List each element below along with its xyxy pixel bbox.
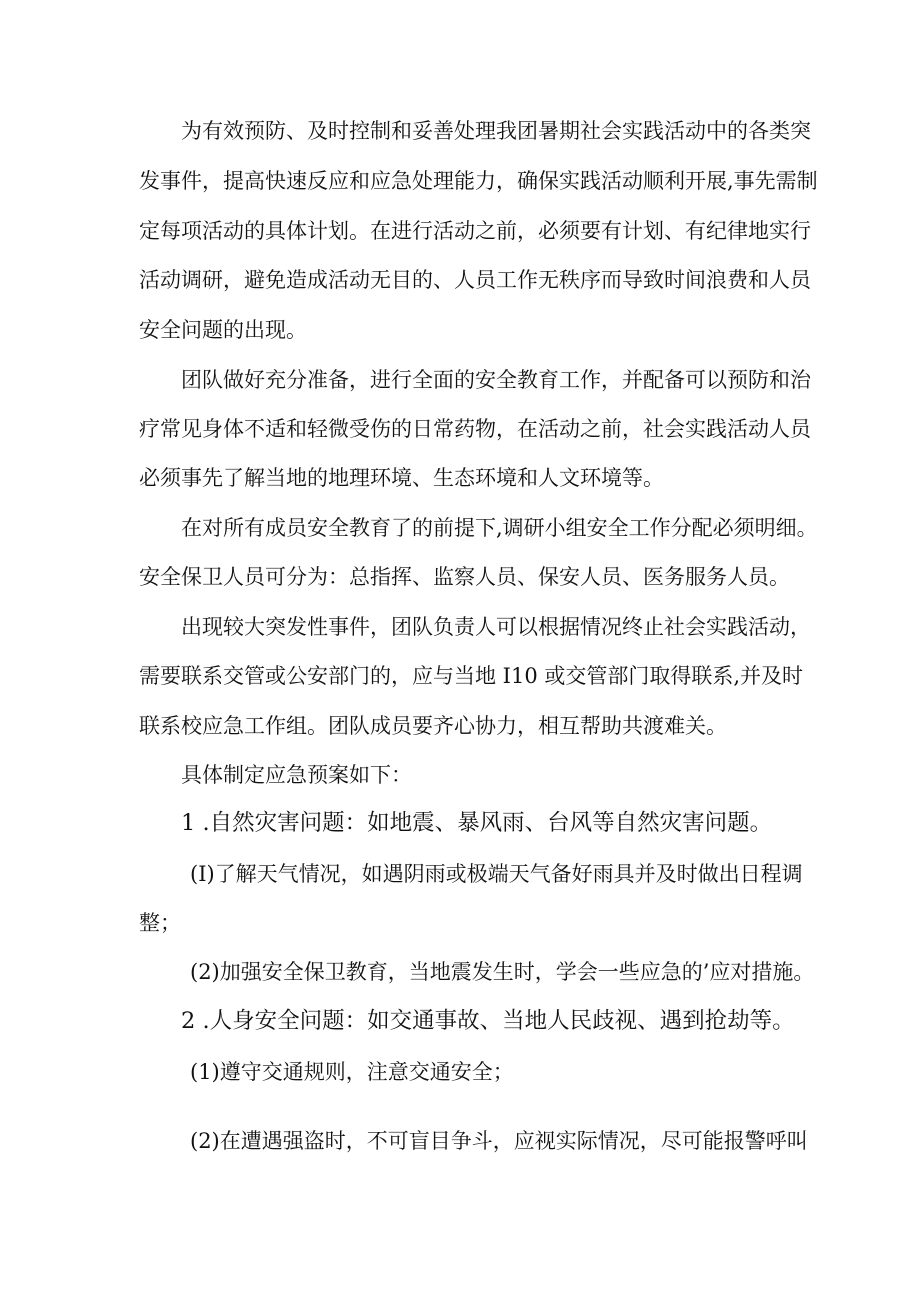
paragraph-intro-line-4: 活动调研，避免造成活动无目的、人员工作无秩序而导致时间浪费和人员 [139,268,811,292]
paragraph-preparation-line-2: 疗常见身体不适和轻微受伤的日常药物，在活动之前，社会实践活动人员 [139,417,811,441]
paragraph-security-line-2: 安全保卫人员可分为：总指挥、监察人员、保安人员、医务服务人员。 [139,565,790,589]
list-item-2-2: (2)在遭遇强盗时，不可盲目争斗，应视实际情况，尽可能报警呼叫 [190,1129,808,1153]
paragraph-intro-line-5: 安全问题的出现。 [139,318,307,342]
paragraph-intro-line-1: 为有效预防、及时控制和妥善处理我团暑期社会实践活动中的各类突 [181,119,811,143]
paragraph-preparation-line-1: 团队做好充分准备，进行全面的安全教育工作，并配备可以预防和治 [181,368,811,392]
paragraph-intro-line-2: 发事件，提高快速反应和应急处理能力，确保实践活动顺利开展,事先需制 [139,169,818,193]
paragraph-emergency-line-1: 出现较大突发性事件，团队负责人可以根据情况终止社会实践活动， [181,615,811,639]
list-item-2: 2 .人身安全问题：如交通事故、当地人民歧视、遇到抢劫等。 [181,1008,795,1034]
paragraph-intro-line-3: 定每项活动的具体计划。在进行活动之前，必须要有计划、有纪律地实行 [139,219,811,243]
list-item-1: 1 .自然灾害问题：如地震、暴风雨、台风等自然灾害问题。 [181,810,773,836]
list-item-1-1-line-1: (I)了解天气情况，如遇阴雨或极端天气备好雨具并及时做出日程调 [190,862,803,886]
paragraph-emergency-line-2: 需要联系交管或公安部门的，应与当地 I10 或交管部门取得联系,并及时 [139,664,804,688]
list-item-1-2: (2)加强安全保卫教育，当地震发生时，学会一些应急的’应对措施。 [190,960,815,984]
plan-intro-line: 具体制定应急预案如下： [181,763,412,787]
paragraph-emergency-line-3: 联系校应急工作组。团队成员要齐心协力，相互帮助共渡难关。 [139,714,727,738]
list-item-1-1-line-2: 整； [139,911,181,935]
list-item-2-1: (1)遵守交通规则，注意交通安全； [190,1060,514,1084]
paragraph-preparation-line-3: 必须事先了解当地的地理环境、生态环境和人文环境等。 [139,466,664,490]
paragraph-security-line-1: 在对所有成员安全教育了的前提下,调研小组安全工作分配必须明细。 [181,516,818,540]
